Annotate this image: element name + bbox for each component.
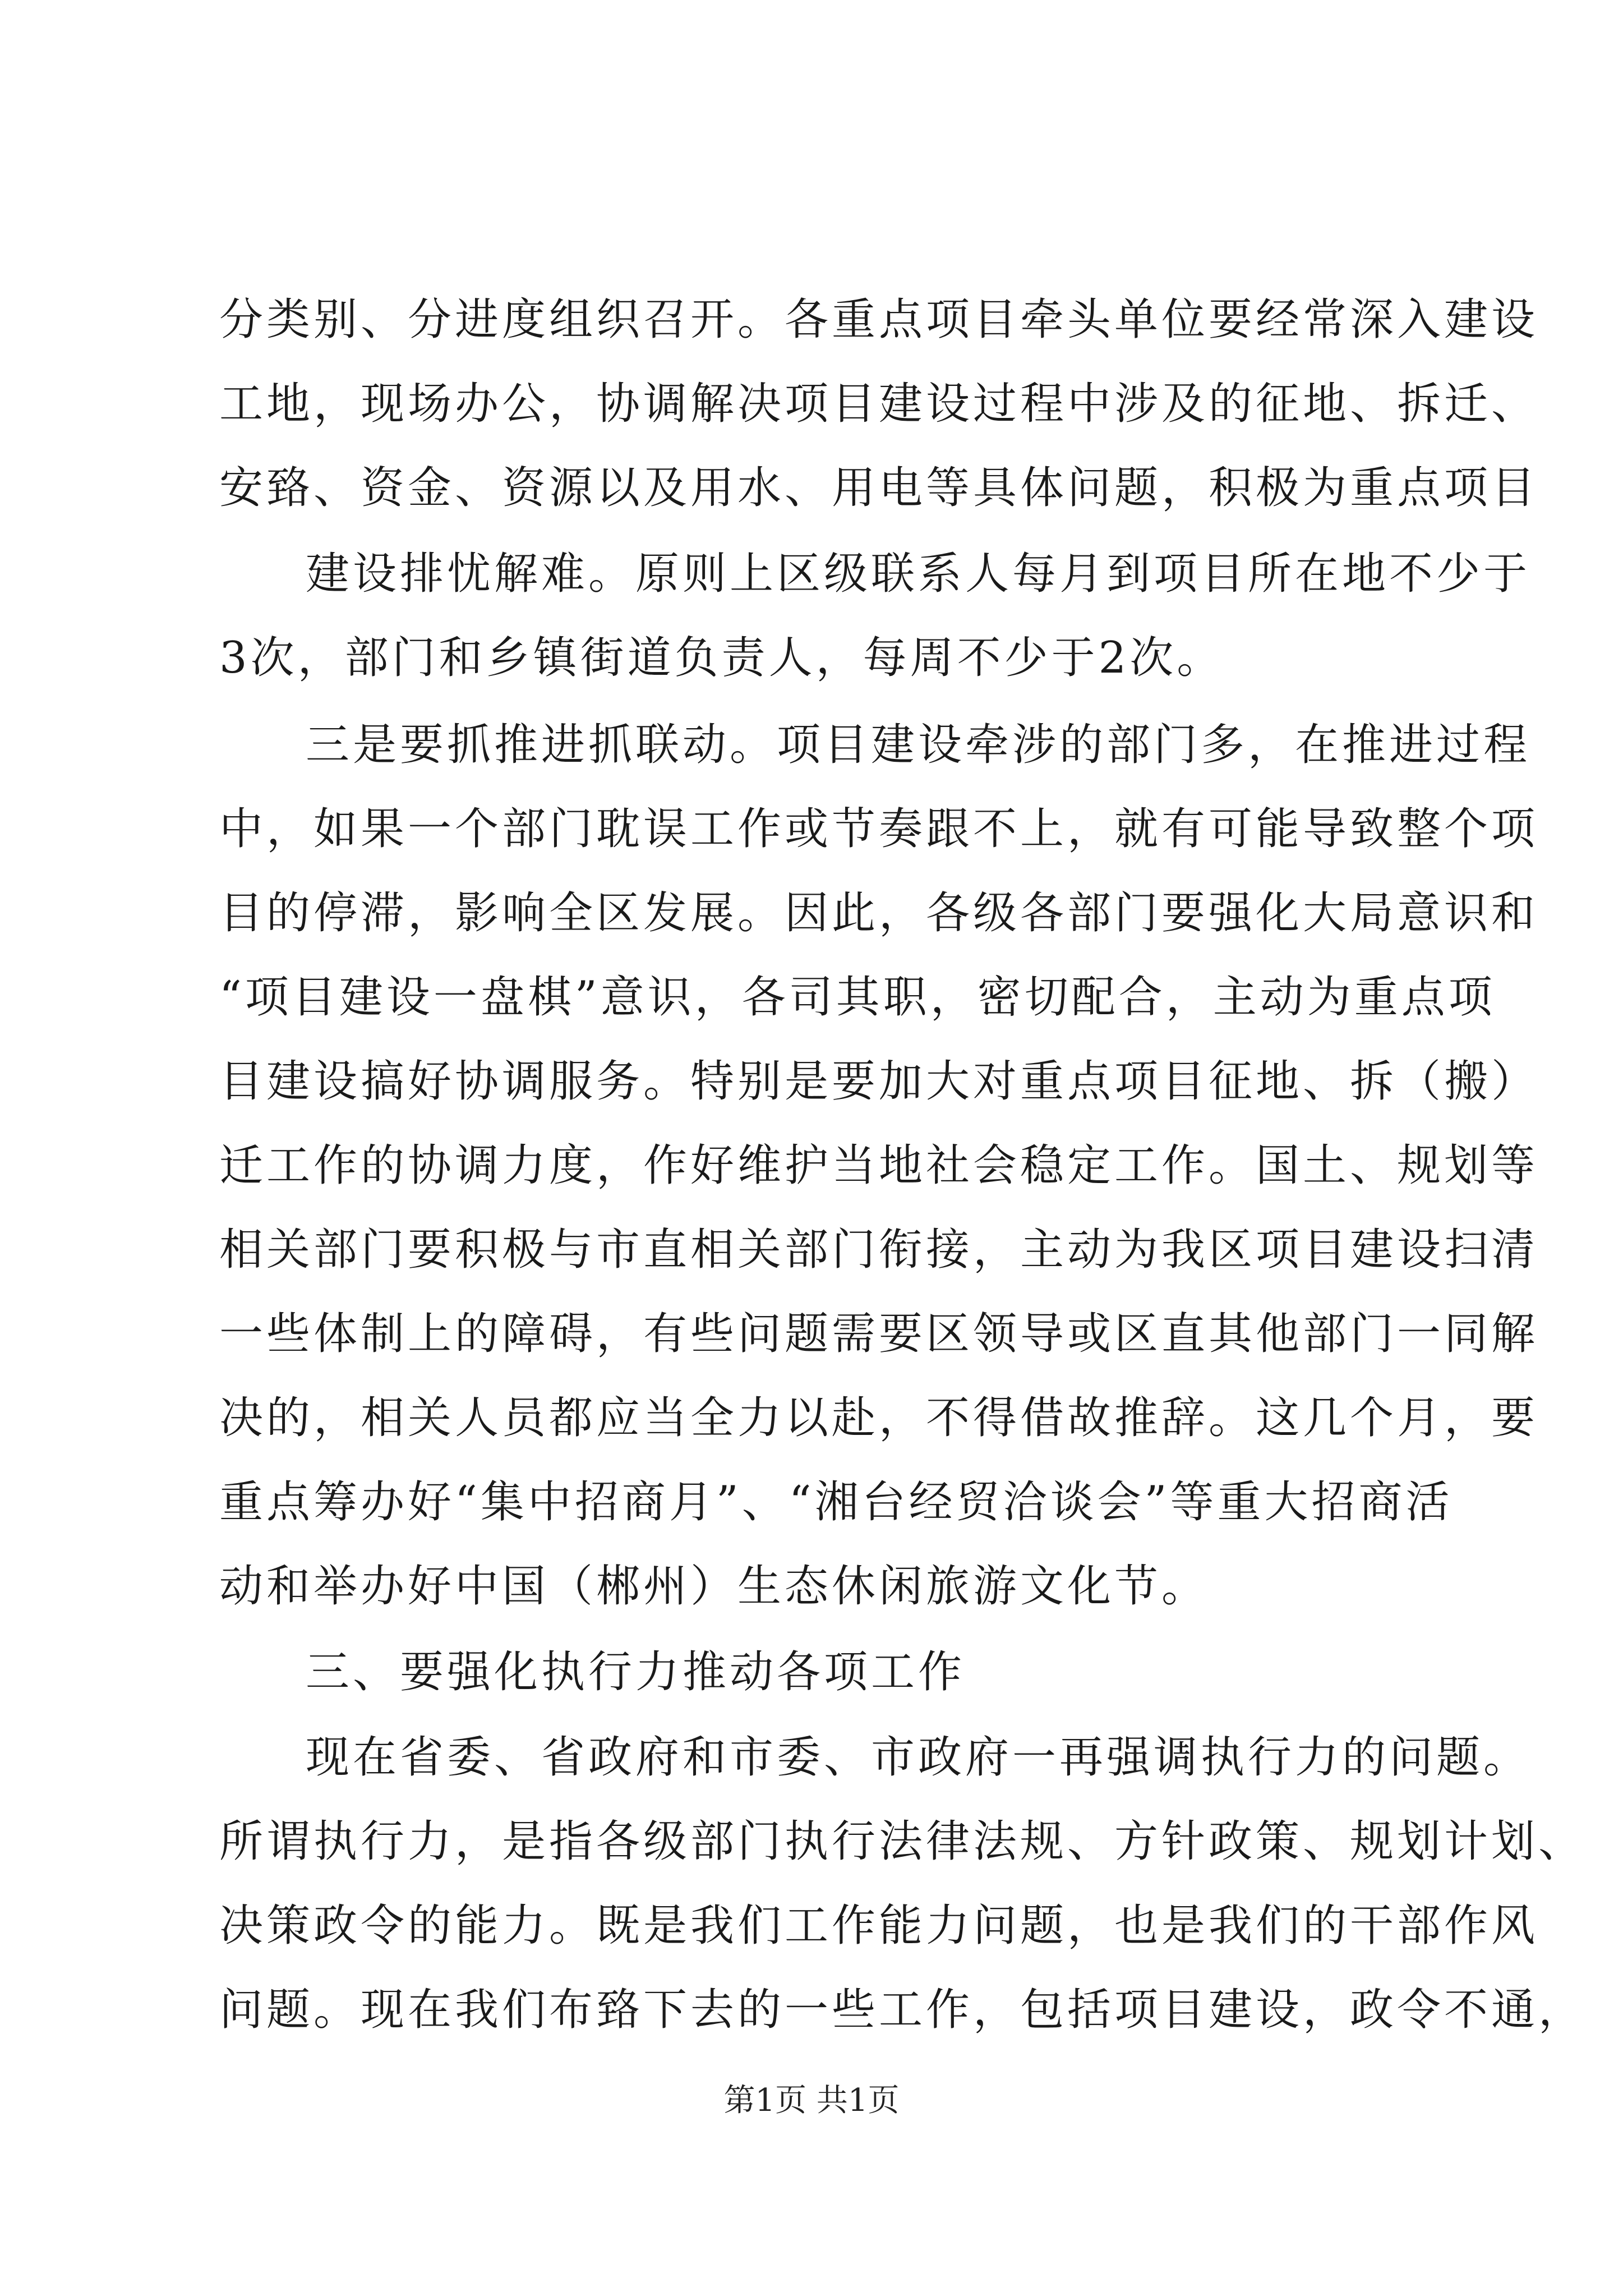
text-line: 决的，相关人员都应当全力以赴，不得借故推辞。这几个月，要 xyxy=(219,1393,1539,1443)
page-footer: 第1页 共1页 xyxy=(723,2082,900,2119)
section-heading: 三、要强化执行力推动各项工作 xyxy=(306,1647,966,1697)
text-line: 问题。现在我们布臵下去的一些工作，包括项目建设，政令不通， xyxy=(219,1985,1586,2035)
text-line: 工地，现场办公，协调解决项目建设过程中涉及的征地、拆迁、 xyxy=(219,379,1539,429)
text-line: 中，如果一个部门耽误工作或节奏跟不上，就有可能导致整个项 xyxy=(219,804,1539,854)
text-line: 建设排忧解难。原则上区级联系人每月到项目所在地不少于 xyxy=(306,549,1531,599)
text-line: 所谓执行力，是指各级部门执行法律法规、方针政策、规划计划、 xyxy=(219,1816,1586,1867)
text-line: 决策政令的能力。既是我们工作能力问题，也是我们的干部作风 xyxy=(219,1901,1539,1951)
text-line: 一些体制上的障碍，有些问题需要区领导或区直其他部门一同解 xyxy=(219,1309,1539,1359)
text-line: 分类别、分进度组织召开。各重点项目牵头单位要经常深入建设 xyxy=(219,295,1539,345)
text-line: 3次，部门和乡镇街道负责人，每周不少于2次。 xyxy=(219,633,1224,683)
text-line: 目建设搞好协调服务。特别是要加大对重点项目征地、拆（搬） xyxy=(219,1056,1539,1107)
text-line: 动和举办好中国（郴州）生态休闲旅游文化节。 xyxy=(219,1561,1209,1612)
text-line: 迁工作的协调力度，作好维护当地社会稳定工作。国土、规划等 xyxy=(219,1140,1539,1191)
text-line: “项目建设一盘棋”意识，各司其职，密切配合，主动为重点项 xyxy=(219,972,1496,1023)
text-line: 目的停滞，影响全区发展。因此，各级各部门要强化大局意识和 xyxy=(219,888,1539,938)
text-line: 相关部门要积极与市直相关部门衔接，主动为我区项目建设扫清 xyxy=(219,1225,1539,1275)
text-line: 安臵、资金、资源以及用水、用电等具体问题，积极为重点项目 xyxy=(219,463,1539,513)
paragraph-start-line: 三是要抓推进抓联动。项目建设牵涉的部门多，在推进过程 xyxy=(306,720,1531,770)
text-line: 重点筹办好“集中招商月”、“湘台经贸洽谈会”等重大招商活 xyxy=(219,1477,1453,1527)
paragraph-start-line: 现在省委、省政府和市委、市政府一再强调执行力的问题。 xyxy=(306,1732,1531,1783)
